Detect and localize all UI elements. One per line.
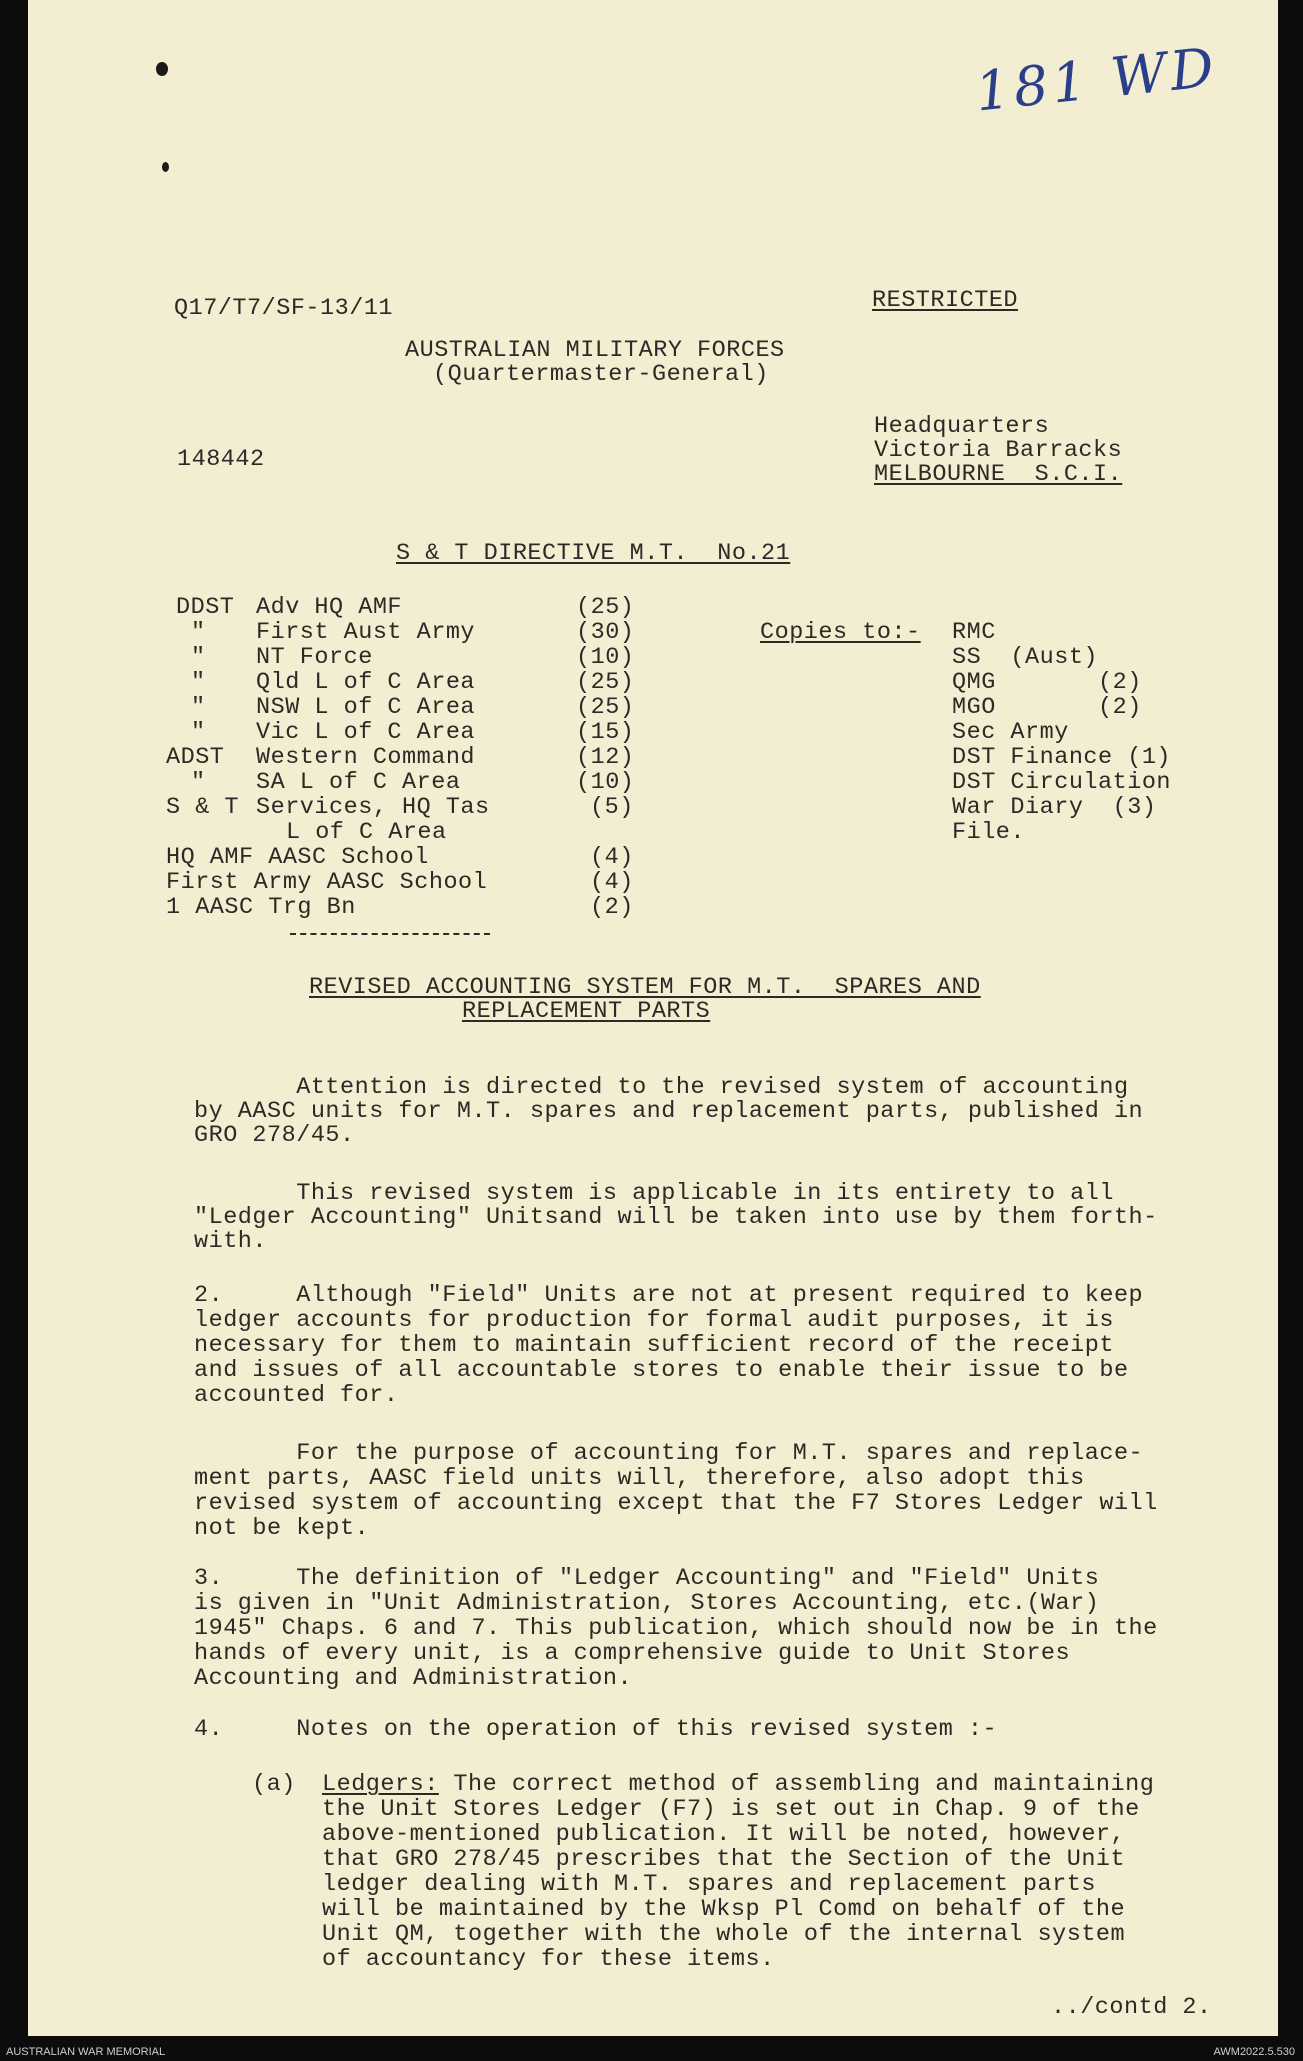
item-first-line — [322, 1772, 1154, 1797]
distribution-name: NT Force — [256, 644, 373, 671]
distribution-name: Services, HQ Tas — [256, 794, 490, 821]
org-name: AUSTRALIAN MILITARY FORCES — [405, 337, 785, 364]
body-line: Accounting and Administration. — [194, 1665, 633, 1692]
body-line: by AASC units for M.T. spares and replacement parts, published in — [194, 1098, 1144, 1125]
distribution-name: Adv HQ AMF — [256, 594, 403, 621]
distribution-prefix: ADST — [166, 744, 225, 771]
classification-label: RESTRICTED — [872, 287, 1019, 314]
distribution-name: Vic L of C Area — [256, 719, 476, 746]
copies-to-item: DST Finance (1) — [952, 744, 1172, 771]
file-reference: Q17/T7/SF-13/11 — [174, 295, 394, 322]
distribution-copies: (15) — [576, 719, 635, 746]
distribution-prefix: " — [191, 619, 206, 646]
distribution-name: First Aust Army — [256, 619, 476, 646]
item-line: will be maintained by the Wksp Pl Comd on behalf of the — [322, 1896, 1126, 1923]
distribution-copies: (10) — [576, 769, 635, 796]
distribution-name: Qld L of C Area — [256, 669, 476, 696]
body-line: GRO 278/45. — [194, 1122, 355, 1149]
distribution-prefix: " — [191, 769, 206, 796]
item-line: that GRO 278/45 prescribes that the Section of the Unit — [322, 1846, 1126, 1873]
distribution-copies: (4) — [590, 869, 634, 896]
body-line: This revised system is applicable in its entirety to all — [194, 1180, 1114, 1207]
distribution-copies: (25) — [576, 669, 635, 696]
body-line: 3. The definition of "Ledger Accounting" and "Field" Units — [194, 1565, 1100, 1592]
body-line: ment parts, AASC field units will, therefore, also adopt this — [194, 1465, 1085, 1492]
copies-to-item: RMC — [952, 619, 996, 646]
copies-to-item: QMG (2) — [952, 669, 1142, 696]
distribution-name: NSW L of C Area — [256, 694, 476, 721]
item-line: of accountancy for these items. — [322, 1946, 775, 1973]
item-line: Unit QM, together with the whole of the internal system — [322, 1921, 1126, 1948]
distribution-name: SA L of C Area — [256, 769, 461, 796]
copies-to-item: War Diary (3) — [952, 794, 1157, 821]
address-line: MELBOURNE S.C.I. — [874, 461, 1123, 488]
copies-to-label: Copies to:- — [760, 619, 921, 646]
separator-rule — [290, 933, 490, 935]
distribution-prefix: " — [191, 644, 206, 671]
body-line: and issues of all accountable stores to enable their issue to be — [194, 1357, 1129, 1384]
handwritten-annotation: 181 WD — [972, 35, 1221, 124]
item-line: the Unit Stores Ledger (F7) is set out in Chap. 9 of the — [322, 1796, 1140, 1823]
body-line: 2. Although "Field" Units are not at present required to keep — [194, 1282, 1144, 1309]
copies-to-item: File. — [952, 819, 1026, 846]
body-line: hands of every unit, is a comprehensive guide to Unit Stores — [194, 1640, 1071, 1667]
directive-title: S & T DIRECTIVE M.T. No.21 — [396, 540, 791, 567]
item-label: (a) — [252, 1771, 296, 1798]
punch-mark — [156, 62, 168, 76]
address-line: Headquarters — [874, 413, 1050, 440]
document-number: 148442 — [177, 446, 265, 473]
body-line: For the purpose of accounting for M.T. spares and replace- — [194, 1440, 1144, 1467]
body-line: 1945" Chaps. 6 and 7. This publication, which should now be in the — [194, 1615, 1158, 1642]
footer-right: AWM2022.5.530 — [1213, 2046, 1295, 2058]
copies-to-item: SS (Aust) — [952, 644, 1099, 671]
item-first-line-rest: The correct method of assembling and maintaining — [438, 1771, 1155, 1798]
distribution-prefix: 1 AASC Trg Bn — [166, 894, 356, 921]
subject-line: REPLACEMENT PARTS — [462, 998, 711, 1025]
document-page — [28, 0, 1278, 2036]
distribution-name: Western Command — [256, 744, 476, 771]
body-line: 4. Notes on the operation of this revised system :- — [194, 1716, 998, 1743]
distribution-copies: (5) — [590, 794, 634, 821]
distribution-copies: (25) — [576, 594, 635, 621]
distribution-prefix: First Army AASC School — [166, 869, 488, 896]
distribution-copies: (10) — [576, 644, 635, 671]
punch-mark — [162, 162, 169, 172]
body-line: necessary for them to maintain sufficient record of the receipt — [194, 1332, 1114, 1359]
body-line: not be kept. — [194, 1515, 370, 1542]
distribution-prefix: DDST — [176, 594, 235, 621]
copies-to-item: MGO (2) — [952, 694, 1142, 721]
distribution-prefix: HQ AMF AASC School — [166, 844, 429, 871]
footer-left: AUSTRALIAN WAR MEMORIAL — [6, 2046, 166, 2058]
subject-line: REVISED ACCOUNTING SYSTEM FOR M.T. SPARES AND — [309, 974, 981, 1001]
item-line: above-mentioned publication. It will be noted, however, — [322, 1821, 1126, 1848]
item-line: ledger dealing with M.T. spares and replacement parts — [322, 1871, 1096, 1898]
distribution-copies: (30) — [576, 619, 635, 646]
distribution-prefix: " — [191, 669, 206, 696]
body-line: revised system of accounting except that the F7 Stores Ledger will — [194, 1490, 1158, 1517]
body-line: "Ledger Accounting" Unitsand will be taken into use by them forth- — [194, 1204, 1158, 1231]
org-subtitle: (Quartermaster-General) — [433, 361, 769, 388]
body-line: ledger accounts for production for formal audit purposes, it is — [194, 1307, 1114, 1334]
distribution-copies: (12) — [576, 744, 635, 771]
copies-to-item: DST Circulation — [952, 769, 1172, 796]
copies-to-item: Sec Army — [952, 719, 1069, 746]
body-line: with. — [194, 1228, 268, 1255]
distribution-copies: (25) — [576, 694, 635, 721]
distribution-prefix: " — [191, 694, 206, 721]
distribution-copies: (4) — [590, 844, 634, 871]
item-heading: Ledgers: — [322, 1771, 439, 1798]
body-line: Attention is directed to the revised system of accounting — [194, 1074, 1129, 1101]
distribution-copies: (2) — [590, 894, 634, 921]
continuation-note: ../contd 2. — [1051, 1994, 1212, 2021]
distribution-prefix: " — [191, 719, 206, 746]
body-line: is given in "Unit Administration, Stores Accounting, etc.(War) — [194, 1590, 1100, 1617]
distribution-prefix: S & T — [166, 794, 240, 821]
address-line: Victoria Barracks — [874, 437, 1123, 464]
body-line: accounted for. — [194, 1382, 399, 1409]
distribution-name: L of C Area — [286, 819, 447, 846]
